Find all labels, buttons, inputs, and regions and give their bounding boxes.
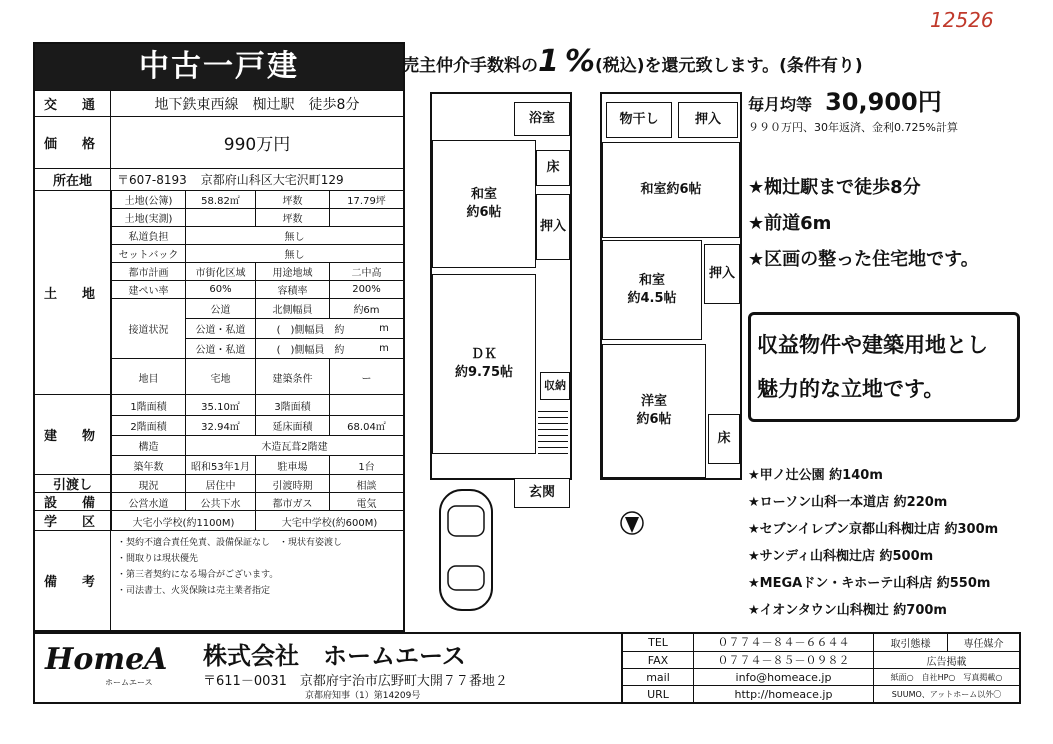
- row-access: 交 通 地下鉄東西線 椥辻駅 徒歩8分: [35, 90, 403, 116]
- floor-plan-2f: [600, 92, 742, 480]
- contact-grid: TEL ０７７４－８４－６６４４ FAX ０７７４－８５－０９８２ mail info@homeace.jp URL http://homeace.jp 取引態様 専任媒介 広告掲載 紙面○ 自社HP○ 写真掲載○ SUUMO、アットホーム以外〇: [621, 634, 1019, 702]
- feature-item: ★椥辻駅まで徒歩8分: [748, 177, 921, 198]
- floor-plan-1f: [430, 92, 572, 480]
- remark-item: ・間取りは現状優先: [117, 554, 199, 564]
- monthly-payment: 毎月均等 30,900円 ９９０万円、30年返済、金利0.725%計算: [748, 88, 958, 134]
- row-facilities: 設 備 公営水道 公共下水 都市ガス 電気: [35, 492, 403, 510]
- room-genkan: 玄関: [514, 478, 570, 508]
- room-storage: 収納: [540, 372, 570, 400]
- nearby-list: [748, 462, 1038, 624]
- row-remarks: 備 考 ・契約不適合責任免責、設備保証なし ・現状有姿渡し ・間取りは現状優先 ・第三者契約になる場合がございます。 ・司法書士、火災保険は売主業者指定: [35, 530, 403, 630]
- company-logo: HomeA ホームエース: [45, 642, 168, 687]
- company-name: 株式会社 ホームエース: [203, 642, 466, 670]
- feature-item: ★区画の整った住宅地です。: [748, 249, 979, 270]
- remark-item: ・契約不適合責任免責、設備保証なし ・現状有姿渡し: [117, 538, 343, 548]
- room-dk: ＤＫ 約9.75帖: [432, 274, 536, 454]
- room-bath: 浴室: [514, 102, 570, 136]
- room-washitsu-1f: 和室 約6帖: [432, 140, 536, 268]
- email-link[interactable]: info@homeace.jp: [693, 668, 873, 685]
- room-washitsu-6: 和室約6帖: [602, 142, 740, 238]
- room-oshiire-1f: 押入: [536, 194, 570, 260]
- stairs-icon: [538, 406, 568, 454]
- room-washitsu-4-5: 和室 約4.5帖: [602, 240, 702, 340]
- nearby-item: ★セブンイレブン京都山科椥辻店 約300m: [748, 522, 999, 537]
- land-block: 土 地 土地(公簿) 58.82㎡ 坪数 17.79坪 土地(実測) 坪数 私道負担 無し セットバック 無し 都市計画 市街化区域 用途地域 二中高 建ぺい率 60% 容積率 200% 接道状況 公道 北側幅員 約6m 公道・私道 ( )側幅員 約 m 公道・私道 ( )側幅員 約 m 地目 宅地 建築条件 ー: [35, 190, 403, 394]
- nearby-item: ★サンディ山科椥辻店 約500m: [748, 549, 934, 564]
- license-number: 京都府知事（1）第14209号: [305, 691, 421, 701]
- room-oshiire-2f: 押入: [704, 244, 740, 304]
- nearby-item: ★MEGAドン・キホーテ山科店 約550m: [748, 576, 991, 591]
- remark-item: ・第三者契約になる場合がございます。: [117, 570, 279, 580]
- tel-number: ０７７４－８４－６６４４: [693, 633, 873, 651]
- access-value: 地下鉄東西線 椥辻駅 徒歩8分: [154, 96, 360, 113]
- car-icon: [436, 486, 496, 616]
- company-address: 〒611－0031 京都府宇治市広野町大開７７番地２: [203, 674, 508, 689]
- website-link[interactable]: http://homeace.jp: [693, 685, 873, 702]
- room-monohoshi: 物干し: [606, 102, 672, 138]
- handwritten-number: 12526: [930, 8, 994, 32]
- commission-banner: 売主仲介手数料の1 %(税込)を還元致します。(条件有り): [402, 44, 863, 79]
- postal-code: 〒607-8193: [117, 173, 187, 187]
- row-address: 所在地 〒607-8193 京都府山科区大宅沢町129: [35, 168, 403, 190]
- row-school: 学 区 大宅小学校(約1100M) 大宅中学校(約600M): [35, 510, 403, 530]
- room-toko-2f: 床: [708, 414, 740, 464]
- property-spec-table: [33, 42, 405, 632]
- room-oshiire-2f-top: 押入: [678, 102, 738, 138]
- room-toko-1f: 床: [536, 150, 570, 186]
- room-youshitsu: 洋室 約6帖: [602, 344, 706, 478]
- nearby-item: ★イオンタウン山科椥辻 約700m: [748, 603, 947, 618]
- address-value: 京都府山科区大宅沢町129: [200, 173, 344, 187]
- nearby-item: ★甲ノ辻公園 約140m: [748, 468, 883, 483]
- row-handover: 引渡し 現況 居住中 引渡時期 相談: [35, 474, 403, 492]
- row-price: 価 格 990万円: [35, 116, 403, 168]
- feature-list: [748, 170, 1028, 278]
- listing-title: 中古一戸建: [35, 44, 403, 90]
- fax-number: ０７７４－８５－０９８２: [693, 651, 873, 668]
- monthly-amount: 30,900円: [825, 88, 942, 116]
- price-value: 990万円: [223, 135, 291, 155]
- company-footer: [33, 632, 1021, 704]
- nearby-item: ★ローソン山科一本道店 約220m: [748, 495, 948, 510]
- feature-item: ★前道6m: [748, 213, 832, 234]
- catch-copy-box: 収益物件や建築用地とし 魅力的な立地です。: [748, 312, 1020, 422]
- building-block: 建 物 1階面積 35.10㎡ 3階面積 2階面積 32.94㎡ 延床面積 68.04㎡ 構造 木造瓦葺2階建 築年数 昭和53年1月 駐車場 1台: [35, 394, 403, 474]
- remark-item: ・司法書士、火災保険は売主業者指定: [117, 586, 271, 596]
- north-arrow-icon: [620, 508, 644, 538]
